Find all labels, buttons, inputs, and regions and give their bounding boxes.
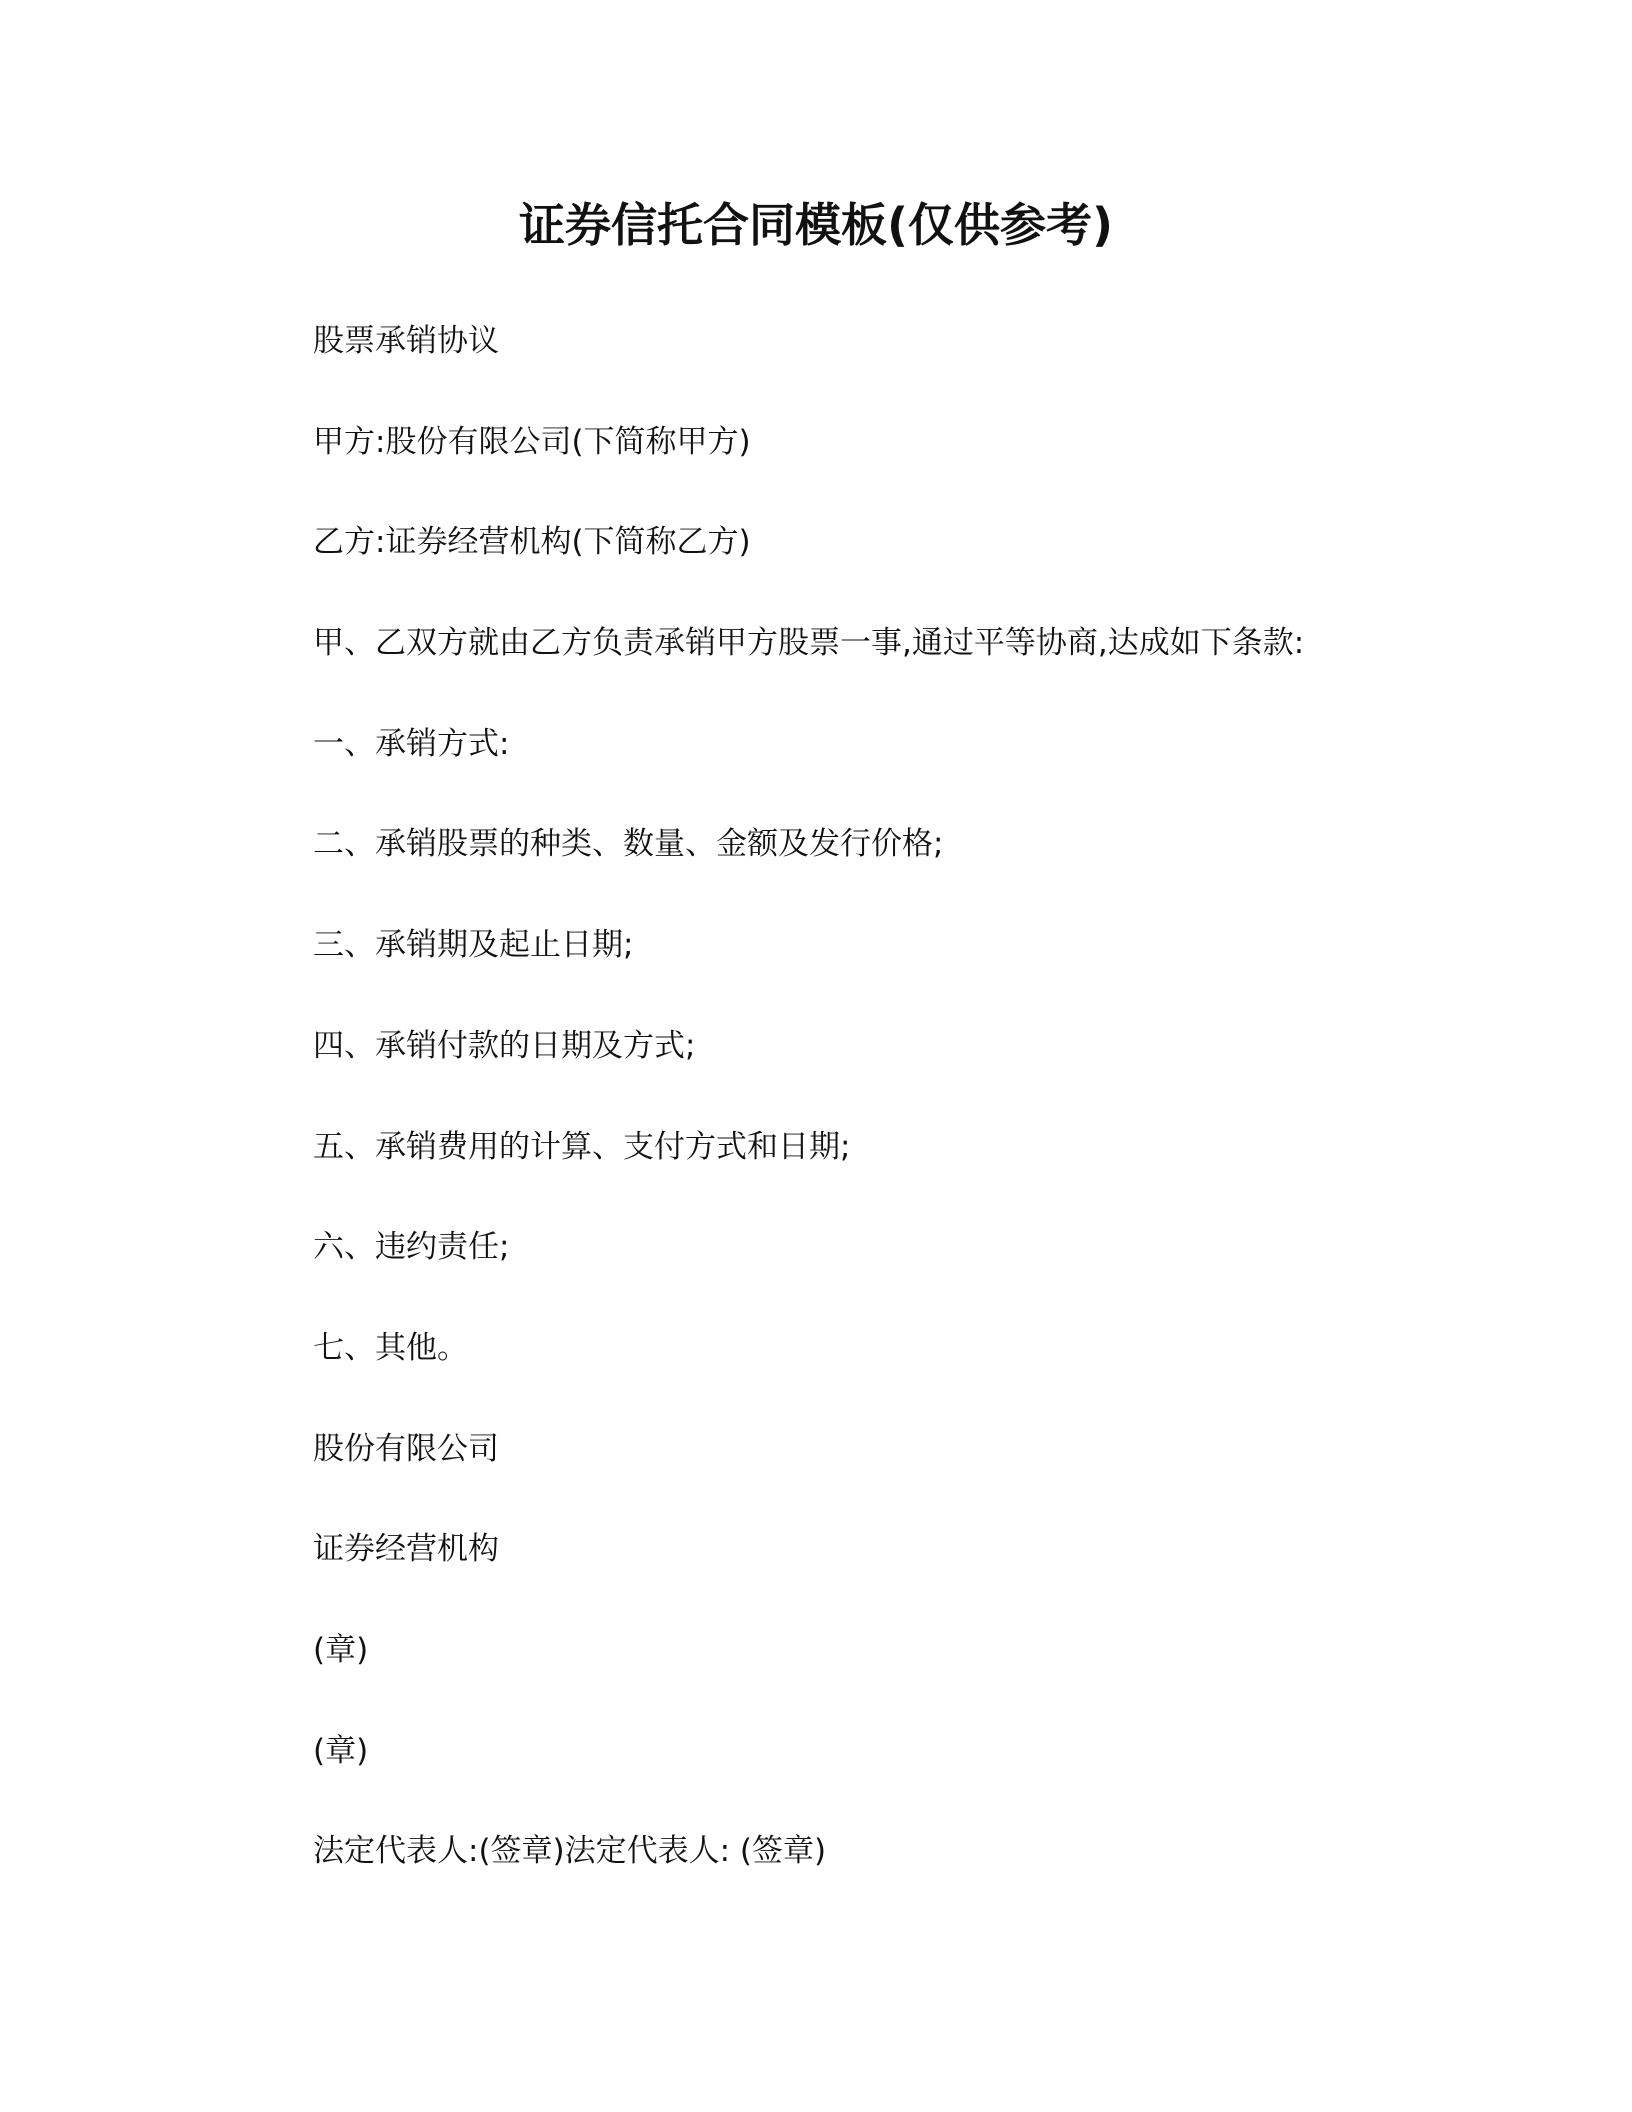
clause-4: 四、承销付款的日期及方式; [313, 1027, 696, 1064]
clause-5: 五、承销费用的计算、支付方式和日期; [313, 1128, 851, 1165]
document-title: 证券信托合同模板(仅供参考) [518, 198, 1114, 252]
clause-1: 一、承销方式: [313, 725, 510, 762]
signatory-company: 股份有限公司 [313, 1430, 499, 1467]
party-b-line: 乙方:证券经营机构(下简称乙方) [313, 524, 751, 561]
clause-2: 二、承销股票的种类、数量、金额及发行价格; [313, 826, 944, 863]
doc-heading-agreement: 股票承销协议 [313, 323, 499, 359]
clause-3: 三、承销期及起止日期; [313, 927, 634, 964]
party-a-line: 甲方:股份有限公司(下简称甲方) [313, 423, 751, 460]
seal-line-2: (章) [313, 1732, 369, 1769]
clause-7: 七、其他。 [313, 1329, 468, 1366]
preamble-line: 甲、乙双方就由乙方负责承销甲方股票一事,通过平等协商,达成如下条款: [313, 625, 1305, 662]
signatory-institution: 证券经营机构 [313, 1531, 499, 1568]
seal-line-1: (章) [313, 1631, 369, 1668]
document-body [313, 318, 1413, 1929]
legal-representatives-line: 法定代表人:(签章)法定代表人: (签章) [313, 1833, 827, 1870]
clause-6: 六、违约责任; [313, 1229, 510, 1266]
